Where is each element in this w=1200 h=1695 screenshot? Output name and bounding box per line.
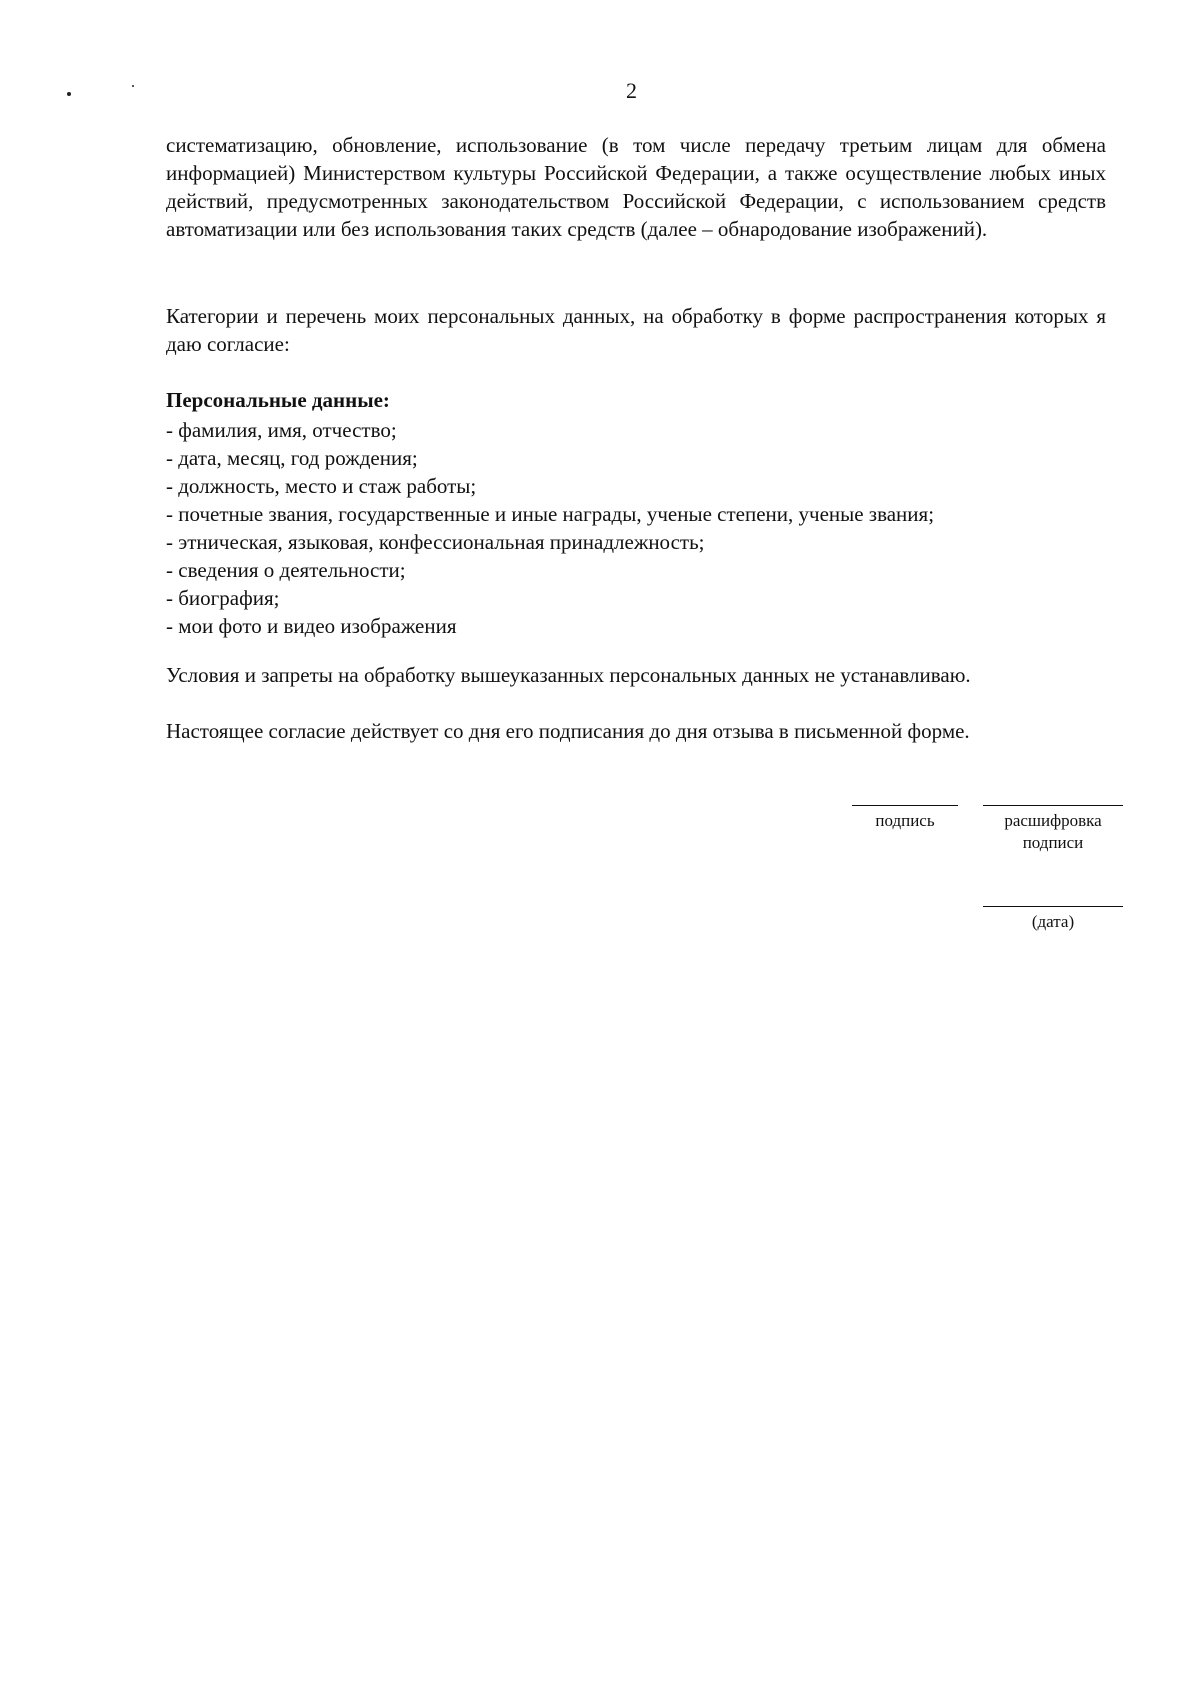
- list-item: - почетные звания, государственные и иные награды, ученые степени, ученые звания;: [166, 502, 935, 526]
- scan-artifact-dot: [132, 85, 134, 87]
- signature-label: подпись: [875, 811, 935, 830]
- signature-decoding-line: [983, 805, 1123, 806]
- list-item: - этническая, языковая, конфессиональная принадлежность;: [166, 530, 705, 554]
- date-line: [983, 906, 1123, 907]
- list-item: - мои фото и видео изображения: [166, 614, 457, 638]
- consent-paragraph-processing: систематизацию, обновление, использование (в том числе передачу третьим лицам для обмена информацией) Министерством культуры Российской Федерации, а также осуществление любых иных действий, предусмотренных законодательством Российской Федерации, с использованием средств автоматизации или без использования таких средств (далее – обнародование изображений).: [166, 133, 1106, 241]
- signature-decoding-label-line1: расшифровка: [1004, 811, 1102, 830]
- validity-paragraph: Настоящее согласие действует со дня его подписания до дня отзыва в письменной форме.: [166, 719, 970, 743]
- list-item: - фамилия, имя, отчество;: [166, 418, 397, 442]
- scan-artifact-dot: [67, 92, 71, 96]
- list-item: - биография;: [166, 586, 280, 610]
- list-item: - сведения о деятельности;: [166, 558, 406, 582]
- personal-data-list: [166, 416, 1126, 640]
- date-label: (дата): [1031, 912, 1075, 931]
- list-item: - дата, месяц, год рождения;: [166, 446, 418, 470]
- list-item: - должность, место и стаж работы;: [166, 474, 477, 498]
- conditions-paragraph: Условия и запреты на обработку вышеуказанных персональных данных не устанавливаю.: [166, 663, 971, 687]
- signature-decoding-label: [983, 810, 1123, 854]
- page-number: 2: [626, 78, 637, 103]
- section-title-personal-data: Персональные данные:: [166, 388, 390, 412]
- signature-line: [852, 805, 958, 806]
- consent-paragraph-categories: Категории и перечень моих персональных данных, на обработку в форме распространения которых я даю согласие:: [166, 304, 1106, 356]
- signature-decoding-label-line2: подписи: [1022, 833, 1084, 852]
